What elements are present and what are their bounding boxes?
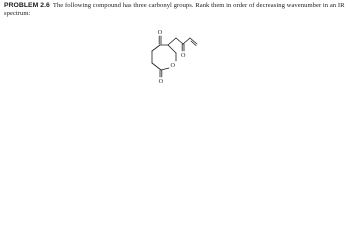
problem-text: The following compound has three carbonyl groups. Rank them in order of decreasing wavenumber in an IR spectrum: (4, 2, 345, 18)
ring-bond (161, 68, 169, 70)
vinyl-bond (191, 41, 196, 46)
problem-label: PROBLEM 2.6 (4, 2, 50, 9)
lactone-oxygen-label: O (158, 78, 164, 84)
ring-oxygen-label: O (170, 62, 175, 69)
problem-statement (4, 2, 346, 19)
ketone-oxygen-label: O (157, 29, 163, 36)
vinyl-bond (190, 38, 197, 44)
enone-oxygen-label: O (181, 52, 186, 59)
side-chain-bond (176, 38, 183, 44)
side-chain-bond (168, 38, 176, 45)
ring-bond (152, 63, 161, 70)
ring-bond (152, 45, 160, 51)
ring-bond (168, 45, 176, 53)
vinyl-bond (183, 38, 190, 44)
